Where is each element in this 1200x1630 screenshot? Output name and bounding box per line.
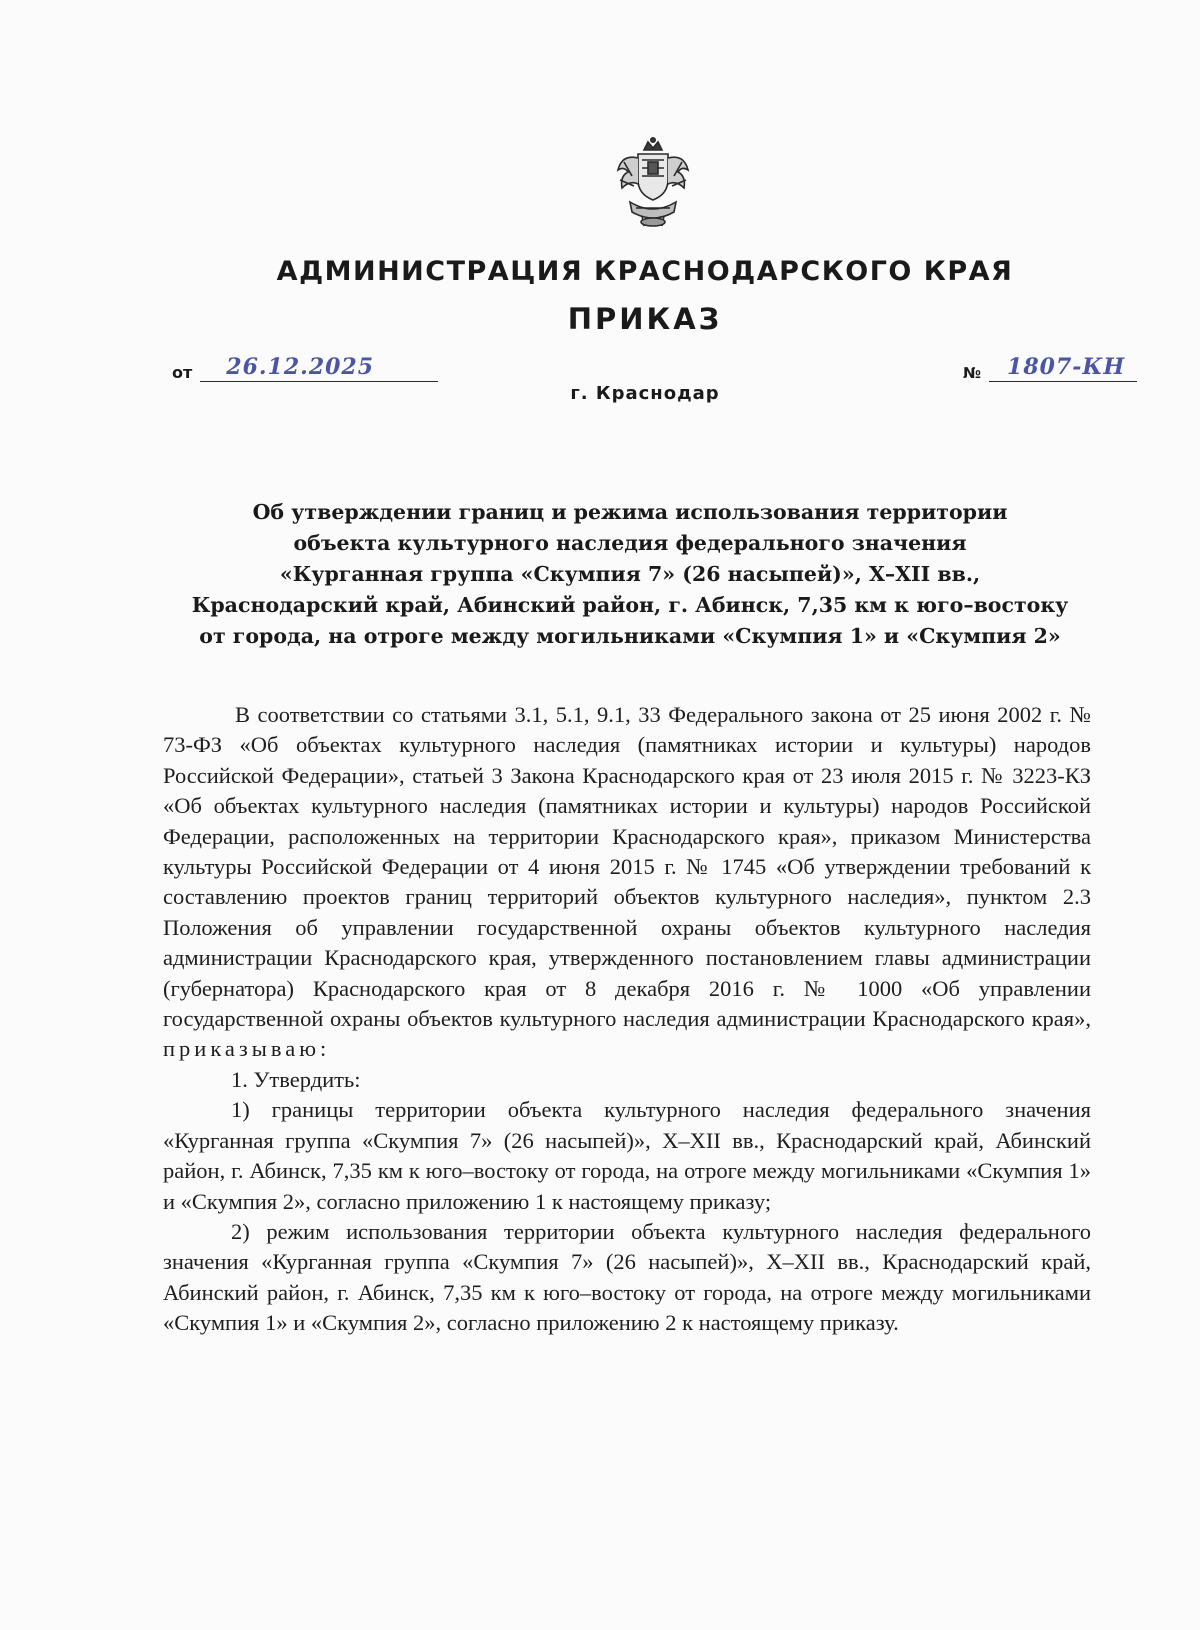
title-line: «Курганная группа «Скумпия 7» (26 насыпей)», X–XII вв., — [279, 562, 981, 586]
subpoint-2: 2) режим использования территории объекта культурного наследия федерального значения «Курганная группа «Скумпия 7» (26 насыпей)», X–XII вв., Краснодарский край, Абинский район, г. Абинск, 7,35 км к юго–востоку от города, на отроге между могильниками «Скумпия 1» и «Скумпия 2», согласно приложению 2 к настоящему приказу. — [163, 1218, 1091, 1336]
point-1-heading: 1. Утвердить: — [231, 1066, 361, 1092]
number-prefix: № — [963, 364, 982, 382]
preamble-text: В соответствии со статьями 3.1, 5.1, 9.1, 33 Федерального закона от 25 июня 2002 г. № 73-ФЗ «Об объектах культурного наследия (памятниках истории и культуры) народов Российской Федерации», статьей 3 Закона Краснодарского края от 23 июля 2015 г. № 3223-КЗ «Об объектах культурного наследия (памятниках истории и культуры) народов Российской Федерации, расположенных на территории Краснодарского края», приказом Министерства культуры Российской Федерации от 4 июня 2015 г. № 1745 «Об утверждении требований к составлению проектов границ территорий объектов культурного наследия», пунктом 2.3 Положения об управлении государственной охраны объектов культурного наследия администрации Краснодарского края, утвержденного постановлением главы администрации (губернатора) Краснодарского края от 8 декабря 2016 г. № 1000 «Об управлении государственной охраны объектов культурного наследия администрации Краснодарского края», — [163, 702, 1091, 1032]
coat-of-arms-icon — [614, 136, 692, 228]
document-title — [160, 497, 1100, 652]
date-prefix: от — [172, 363, 193, 382]
number-line — [963, 354, 1137, 382]
title-line: от города, на отроге между могильниками «Скумпия 1» и «Скумпия 2» — [199, 624, 1061, 648]
subpoint-1: 1) границы территории объекта культурного наследия федерального значения «Курганная группа «Скумпия 7» (26 насыпей)», X–XII вв., Краснодарский край, Абинский район, г. Абинск, 7,35 км к юго–востоку от города, на отроге между могильниками «Скумпия 1» и «Скумпия 2», согласно приложению 1 к настоящему приказу; — [163, 1097, 1091, 1214]
document-body — [163, 700, 1091, 1339]
date-field — [200, 354, 438, 382]
order-word: приказываю: — [163, 1036, 331, 1062]
document-type-title: ПРИКАЗ — [567, 302, 723, 336]
handwritten-number: 1807-КН — [1007, 354, 1126, 380]
handwritten-date: 26.12.2025 — [226, 354, 375, 380]
title-line: Об утверждении границ и режима использования территории — [252, 500, 1008, 524]
city-name: г. Краснодар — [570, 383, 720, 404]
title-line: объекта культурного наследия федерального значения — [293, 531, 967, 555]
organization-name: АДМИНИСТРАЦИЯ КРАСНОДАРСКОГО КРАЯ — [276, 256, 1014, 287]
date-line — [172, 354, 438, 382]
coat-of-arms-emblem — [614, 136, 692, 228]
preamble-paragraph — [163, 700, 1091, 1065]
number-field — [989, 354, 1137, 382]
title-line: Краснодарский край, Абинский район, г. Абинск, 7,35 км к юго–востоку — [191, 593, 1069, 617]
